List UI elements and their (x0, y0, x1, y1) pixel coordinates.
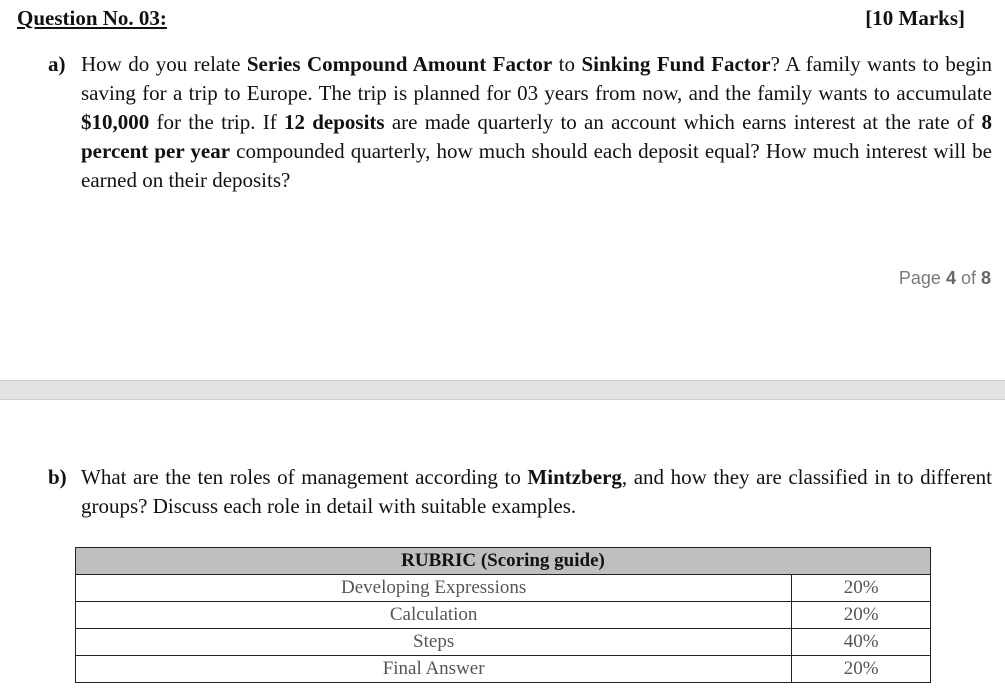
page-indicator-current: 4 (945, 268, 956, 288)
rubric-table (75, 547, 931, 683)
question-marks: [10 Marks] (865, 6, 965, 30)
part-b-text-2: , and how they are classified in to different groups? Discuss each role in detail with suitable examples. (81, 465, 992, 518)
part-a-text-1: How do you relate (81, 52, 247, 76)
rubric-row (76, 656, 931, 683)
page-indicator-prefix: Page (898, 268, 946, 288)
part-b (48, 463, 992, 521)
part-a (48, 50, 992, 195)
page-break (0, 380, 1005, 400)
rubric-weight: 20% (792, 656, 931, 683)
part-b-text (81, 463, 992, 521)
part-a-bold-2: Sinking Fund Factor (581, 52, 771, 76)
rubric-row (76, 575, 931, 602)
part-a-bold-3: $10,000 (81, 110, 150, 134)
part-a-label: a) (48, 52, 66, 76)
rubric-criterion: Developing Expressions (76, 575, 792, 602)
part-b-label: b) (48, 465, 67, 489)
part-a-text-3: ? A family wants to begin saving for a trip to Europe. The trip is planned for 03 years from now, and the family wants to accumulate (81, 52, 992, 105)
part-a-text-2: to (552, 52, 582, 76)
rubric-header: RUBRIC (Scoring guide) (76, 548, 931, 575)
question-title: Question No. 03: (17, 6, 167, 30)
part-a-text-6: compounded quarterly, how much should each deposit equal? How much interest will be earned on their deposits? (81, 139, 993, 192)
part-b-bold-1: Mintzberg (527, 465, 622, 489)
page-indicator-total: 8 (980, 268, 991, 288)
rubric-weight: 20% (792, 575, 931, 602)
part-a-text-4: for the trip. If (149, 110, 284, 134)
page-indicator (899, 268, 991, 289)
part-a-bold-5: 8 percent per year (81, 110, 992, 163)
rubric-header-row (76, 548, 931, 575)
part-b-text-1: What are the ten roles of management according to (81, 465, 528, 489)
rubric-criterion: Steps (76, 629, 792, 656)
rubric-row (76, 602, 931, 629)
part-a-bold-1: Series Compound Amount Factor (246, 52, 553, 76)
rubric-row (76, 629, 931, 656)
rubric-criterion: Final Answer (76, 656, 792, 683)
part-a-text (81, 50, 992, 195)
part-a-bold-4: 12 deposits (283, 110, 385, 134)
rubric-criterion: Calculation (76, 602, 792, 629)
page-indicator-middle: of (955, 268, 981, 288)
question-header (17, 6, 965, 34)
part-a-text-5: are made quarterly to an account which earns interest at the rate of (384, 110, 982, 134)
rubric-weight: 40% (792, 629, 931, 656)
rubric-weight: 20% (792, 602, 931, 629)
